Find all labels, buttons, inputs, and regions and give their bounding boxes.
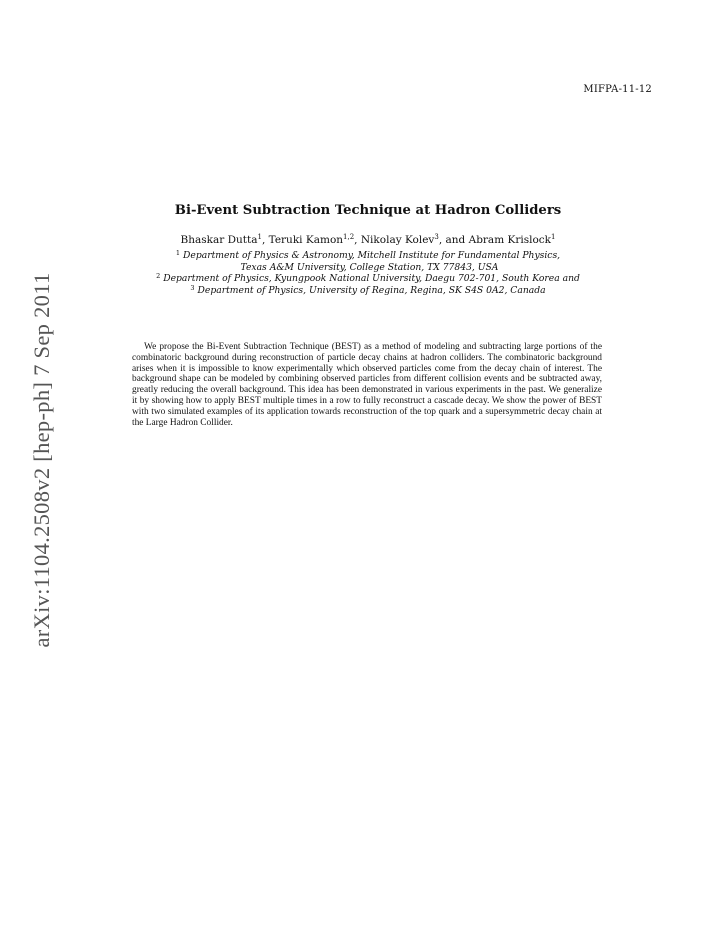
author-separator: ,	[261, 234, 269, 246]
affiliation-mark: 1	[175, 249, 181, 257]
affiliation-mark: 3	[190, 284, 195, 292]
author-separator: ,	[354, 234, 361, 246]
author-affiliation-mark: 1	[257, 233, 262, 241]
paper-title: Bi-Event Subtraction Technique at Hadron Colliders	[174, 203, 562, 218]
affiliation-text: Department of Physics, University of Regina, Regina, SK S4S 0A2, Canada	[197, 285, 546, 296]
author-affiliation-mark: 3	[434, 233, 439, 241]
affiliation-mark: 2	[156, 272, 161, 280]
report-number: MIFPA-11-12	[583, 84, 652, 95]
affiliation-text: Department of Physics & Astronomy, Mitchell Institute for Fundamental Physics,	[183, 250, 561, 261]
abstract: We propose the Bi-Event Subtraction Technique (BEST) as a method of modeling and subtracting large portions of the combinatoric background during reconstruction of particle decay chains at hadron colliders. The combinatoric background arises when it is impossible to know experimentally which observed particles come from the decay chain of interest. The background shape can be modeled by combining observed particles from different collision events and be subtracted away, greatly reducing the overall background. This idea has been demonstrated in various experiments in the past. We generalize it by showing how to apply BEST multiple times in a row to fully reconstruct a cascade decay. We show the power of BEST with two simulated examples of its application towards reconstruction of the top quark and a supersymmetric decay chain at the Large Hadron Collider.	[132, 342, 602, 428]
author-name: Abram Krislock	[468, 234, 552, 246]
author	[269, 234, 361, 246]
affiliation-line	[0, 285, 720, 296]
author-affiliation-mark: 1,2	[343, 233, 355, 241]
author-name: Bhaskar Dutta	[180, 234, 258, 246]
affiliation-text: Texas A&M University, College Station, TX 77843, USA	[240, 262, 499, 273]
author-name: Teruki Kamon	[268, 234, 344, 246]
author-affiliation-mark: 1	[551, 233, 556, 241]
author-list	[0, 234, 720, 246]
author	[469, 234, 556, 246]
author-separator: , and	[438, 234, 469, 246]
affiliation-line	[0, 273, 720, 284]
arxiv-identifier-stamp: arXiv:1104.2508v2 [hep-ph] 7 Sep 2011	[29, 272, 54, 648]
author	[180, 234, 268, 246]
affiliation-line	[0, 262, 720, 273]
author	[361, 234, 469, 246]
affiliation-text: Department of Physics, Kyungpook National University, Daegu 702-701, South Korea and	[163, 273, 580, 284]
author-name: Nikolay Kolev	[360, 234, 435, 246]
affiliation-line	[0, 250, 720, 261]
